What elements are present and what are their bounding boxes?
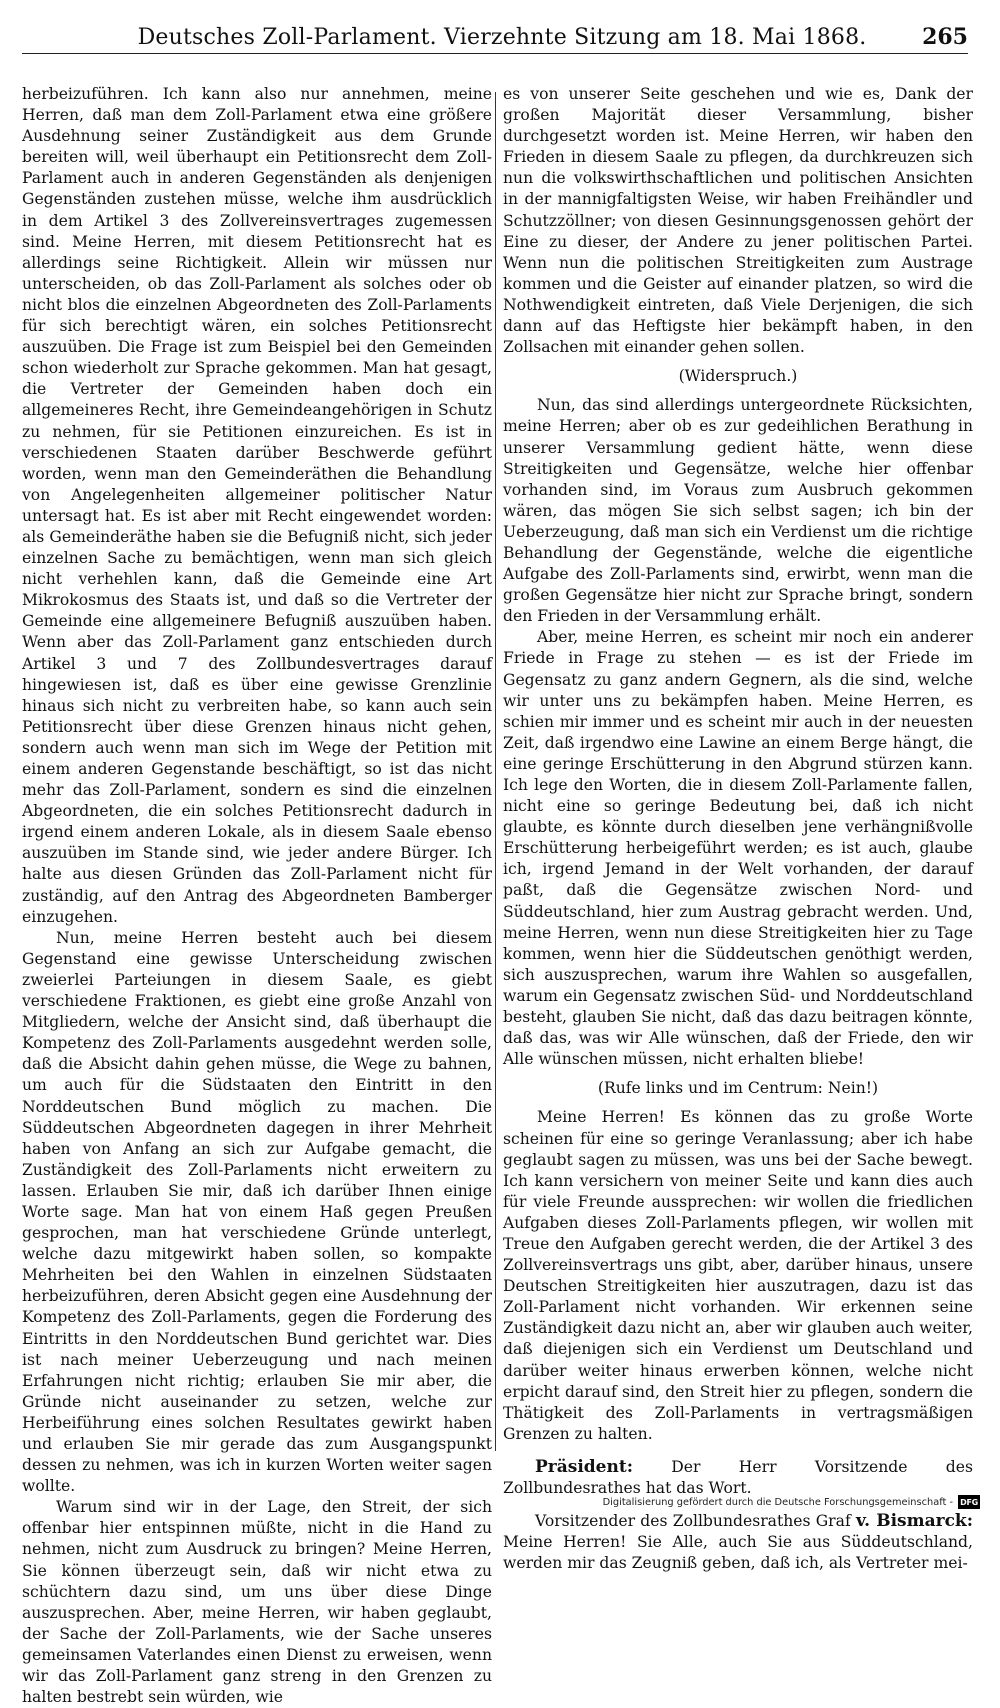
header-rule	[22, 53, 968, 54]
footer-credit: Digitalisierung gefördert durch die Deutsche Forschungsgemeinschaft -	[602, 1496, 953, 1508]
speaker-praesident: Präsident:	[535, 1456, 633, 1477]
interjection-rufe: (Rufe links und im Centrum: Nein!)	[597, 1079, 879, 1098]
speaker-bismarck-intro: Vorsitzender des Zollbundesrathes Graf	[535, 1512, 851, 1531]
right-paragraph-2: Nun, das sind allerdings untergeordnete Rücksichten, meine Herren; aber ob es zur gedeihlichen Berathung in unserer Versammlung gedient hätte, wenn diese Streitigkeiten und Gegensätze, welche hier offenbar vorhanden sind, im Voraus zum Ausbruch gekommen wären, das mögen Sie sich selbst sagen; ich bin der Ueberzeugung, daß man sich ein Verdienst um die richtige Behandlung der Gegenstände, welche die eigentliche Aufgabe des Zoll-Parlaments sind, erwirbt, wenn man die großen Gegensätze hier nicht zur Sprache bringt, sondern den Frieden in der Versammlung erhält.	[503, 396, 973, 626]
column-divider	[495, 92, 496, 1451]
page-header	[22, 14, 968, 50]
right-paragraph-4: Meine Herren! Es können das zu große Worte scheinen für eine so geringe Veranlassung; aber ich habe geglaubt sagen zu müssen, was uns bei der Sache bewegt. Ich kann versichern von meiner Seite und kann dies auch für viele Freunde aussprechen: wir wollen die friedlichen Aufgaben dieses Zoll-Parlaments pflegen, wir wollen mit Treue den Aufgaben gerecht werden, die der Artikel 3 des Zollvereinsvertrags uns gibt, aber, darüber hinaus, unsere Deutschen Streitigkeiten hier auszutragen, dazu ist das Zoll-Parlament nicht vorhanden. Wir erkennen seine Zuständigkeit dazu nicht an, aber wir glauben auch weiter, daß diejenigen sich ein Verdienst um Deutschland und darüber weiter hinaus erwerben können, welche nicht erpicht darauf sind, den Streit hier zu pflegen, sondern die Thätigkeit des Zoll-Parlaments in vertragsmäßigen Grenzen zu halten.	[503, 1108, 973, 1443]
speaker-bismarck-text: Meine Herren! Sie Alle, auch Sie aus Süddeutschland, werden mir das Zeugniß geben, daß ich, als Vertreter mei-	[503, 1533, 973, 1573]
interjection-widerspruch: (Widerspruch.)	[678, 367, 798, 386]
left-paragraph-1: herbeizuführen. Ich kann also nur annehmen, meine Herren, daß man dem Zoll-Parlament etwa eine größere Ausdehnung seiner Zuständigkeit aus dem Grunde bereiten will, weil überhaupt ein Petitionsrecht dem Zoll-Parlament auch in anderen Gegenständen als denjenigen Gegenständen zustehen müsse, welche ihm ausdrücklich in dem Artikel 3 des Zollvereinsvertrages zugemessen sind. Meine Herren, mit diesem Petitionsrecht hat es allerdings seine Richtigkeit. Allein wir müssen nur unterscheiden, ob das Zoll-Parlament als solches oder ob nicht blos die einzelnen Abgeordneten des Zoll-Parlaments für sich berechtigt wären, ein solches Petitionsrecht auszuüben. Die Frage ist zum Beispiel bei den Gemeinden schon wiederholt zur Sprache gekommen. Man hat gesagt, die Vertreter der Gemeinden haben doch ein allgemeineres Recht, ihre Gemeindeangehörigen in Schutz zu nehmen, für sie Petitionen einzureichen. Es ist in verschiedenen Staaten darüber Beschwerde geführt worden, wenn man den Gemeinderäthen die Behandlung von Angelegenheiten allgemeiner politischer Natur untersagt hat. Es ist aber mit Recht eingewendet worden: als Gemeinderäthe haben sie die Befugniß nicht, sich jeder einzelnen Sache zu bemächtigen, wenn man sich gleich nicht verhehlen kann, daß die Gemeinde eine Art Mikrokosmus des Staats ist, und daß so die Vertreter der Gemeinde eine allgemeinere Befugniß auszuüben haben. Wenn aber das Zoll-Parlament ganz entschieden durch Artikel 3 und 7 des Zollbundesvertrages darauf hingewiesen ist, daß es über eine gewisse Grenzlinie hinaus sich nicht zu verbreiten habe, so kann auch sein Petitionsrecht über diese Grenzen hinaus nicht gehen, sondern auch wenn man sich im Wege der Petition mit einem anderen Gegenstande beschäftigt, so ist das nicht mehr das Zoll-Parlament, sondern es sind die einzelnen Abgeordneten, die ein solches Petitionsrecht dadurch in irgend einem anderen Lokale, als in diesem Saale ebenso auszuüben im Stande sind, wie jeder andere Bürger. Ich halte aus diesen Gründen das Zoll-Parlament nicht für zuständig, auf den Antrag des Abgeordneten Bamberger einzugehen.	[22, 85, 492, 926]
left-paragraph-2: Nun, meine Herren besteht auch bei diesem Gegenstand eine gewisse Unterscheidung zwischen zweierlei Parteiungen in diesem Saale, es giebt verschiedene Fraktionen, es giebt eine große Anzahl von Mitgliedern, welche der Ansicht sind, daß überhaupt die Kompetenz des Zoll-Parlaments ausgedehnt werden solle, daß die Absicht dahin gehen müsse, die Wege zu bahnen, um auch für die Südstaaten den Eintritt in den Norddeutschen Bund möglich zu machen. Die Süddeutschen Abgeordneten dagegen in ihrer Mehrheit haben von Anfang an sich zur Aufgabe gemacht, die Zuständigkeit des Zoll-Parlaments nicht erweitern zu lassen. Erlauben Sie mir, daß ich darüber Ihnen einige Worte sage. Man hat von einem Haß gegen Preußen gesprochen, man hat verschiedene Gründe unterlegt, welche dazu mitgewirkt haben sollen, so kompakte Mehrheiten bei den Wahlen in einzelnen Südstaaten herbeizuführen, deren Absicht gegen eine Ausdehnung der Kompetenz des Zoll-Parlaments, gegen die Forderung des Eintritts in den Norddeutschen Bund gerichtet war. Dies ist nach meiner Ueberzeugung und nach meinen Erfahrungen nicht richtig; erlauben Sie mir aber, die Gründe nicht auseinander zu setzen, welche zur Herbeiführung eines solchen Resultates gewirkt haben und erlauben Sie mir gerade das zum Ausgangspunkt dessen zu nehmen, was ich in kurzen Worten weiter sagen wollte.	[22, 928, 492, 1496]
running-title: Deutsches Zoll-Parlament. Vierzehnte Sitzung am 18. Mai 1868.	[137, 25, 867, 50]
right-paragraph-3: Aber, meine Herren, es scheint mir noch ein anderer Friede in Frage zu stehen — es ist der Friede im Gegensatz zu ganz andern Gegnern, als die sind, welche wir unter uns zu bekämpfen haben. Meine Herren, es schien mir immer und es scheint mir auch in der neuesten Zeit, daß irgendwo eine Lawine an einem Berge hängt, die eine geringe Erschütterung in den Abgrund stürzen kann. Ich lege den Worten, die in diesem Zoll-Parlamente fallen, nicht eine so geringe Bedeutung bei, daß ich nicht glaubte, es könnte durch dieselben jene verhängnißvolle Erschütterung herbeigeführt werden; es ist auch, glaube ich, irgend Jemand in der Welt vorhanden, der darauf paßt, daß die Gegensätze zwischen Nord- und Süddeutschland, hier zum Austrag gebracht werden. Und, meine Herren, wenn nun diese Streitigkeiten hier zu Tage kommen, wenn hier die Süddeutschen genöthigt werden, sich auszusprechen, warum ihre Wahlen so ausgefallen, warum ein Gegensatz zwischen Süd- und Norddeutschland besteht, glauben Sie nicht, daß das dazu beitragen könnte, daß das, was wir Alle wünschen, daß der Friede, den wir Alle wünschen müssen, nicht erhalten bliebe!	[503, 628, 973, 1069]
page-number: 265	[922, 24, 968, 50]
page-footer	[603, 1493, 980, 1511]
left-column	[22, 84, 492, 1707]
dfg-logo: DFG	[958, 1495, 980, 1509]
right-paragraph-1: es von unserer Seite geschehen und wie es, Dank der großen Majorität dieser Versammlung, bisher durchgesetzt worden ist. Meine Herren, wir haben den Frieden in diesem Saale zu pflegen, da durchkreuzen sich nun die volkswirthschaftlichen und politischen Ansichten in der mannigfaltigsten Weise, wir haben Freihändler und Schutzzöllner; von diesen Gesinnungsgenossen gehört der Eine zu dieser, der Andere zu jener politischen Partei. Wenn nun die politischen Streitigkeiten zum Austrage kommen und die Geister auf einander platzen, so wird die Nothwendigkeit eintreten, daß Viele Derjenigen, die sich dann auf das Heftigste hier bekämpft haben, in den Zollsachen mit einander gehen sollen.	[503, 85, 973, 357]
speaker-praesident-text: Der Herr Vorsitzende des Zollbundesrathes hat das Wort.	[503, 1457, 973, 1497]
speaker-bismarck-paragraph	[503, 1511, 973, 1574]
left-paragraph-3: Warum sind wir in der Lage, den Streit, der sich offenbar hier entspinnen müßte, nicht in die Hand zu nehmen, nicht zum Ausdruck zu bringen? Meine Herren, Sie können überzeugt sein, daß wir nicht etwa zu schüchtern dazu sind, um uns über diese Dinge auszusprechen. Aber, meine Herren, wir haben geglaubt, der Sache der Zoll-Parlaments, wie der Sache unseres gemeinsamen Vaterlandes einen Dienst zu erweisen, wenn wir das Zoll-Parlament ganz streng in den Grenzen zu halten bestrebt sein würden, wie	[22, 1498, 492, 1707]
speaker-bismarck: v. Bismarck:	[855, 1511, 973, 1532]
